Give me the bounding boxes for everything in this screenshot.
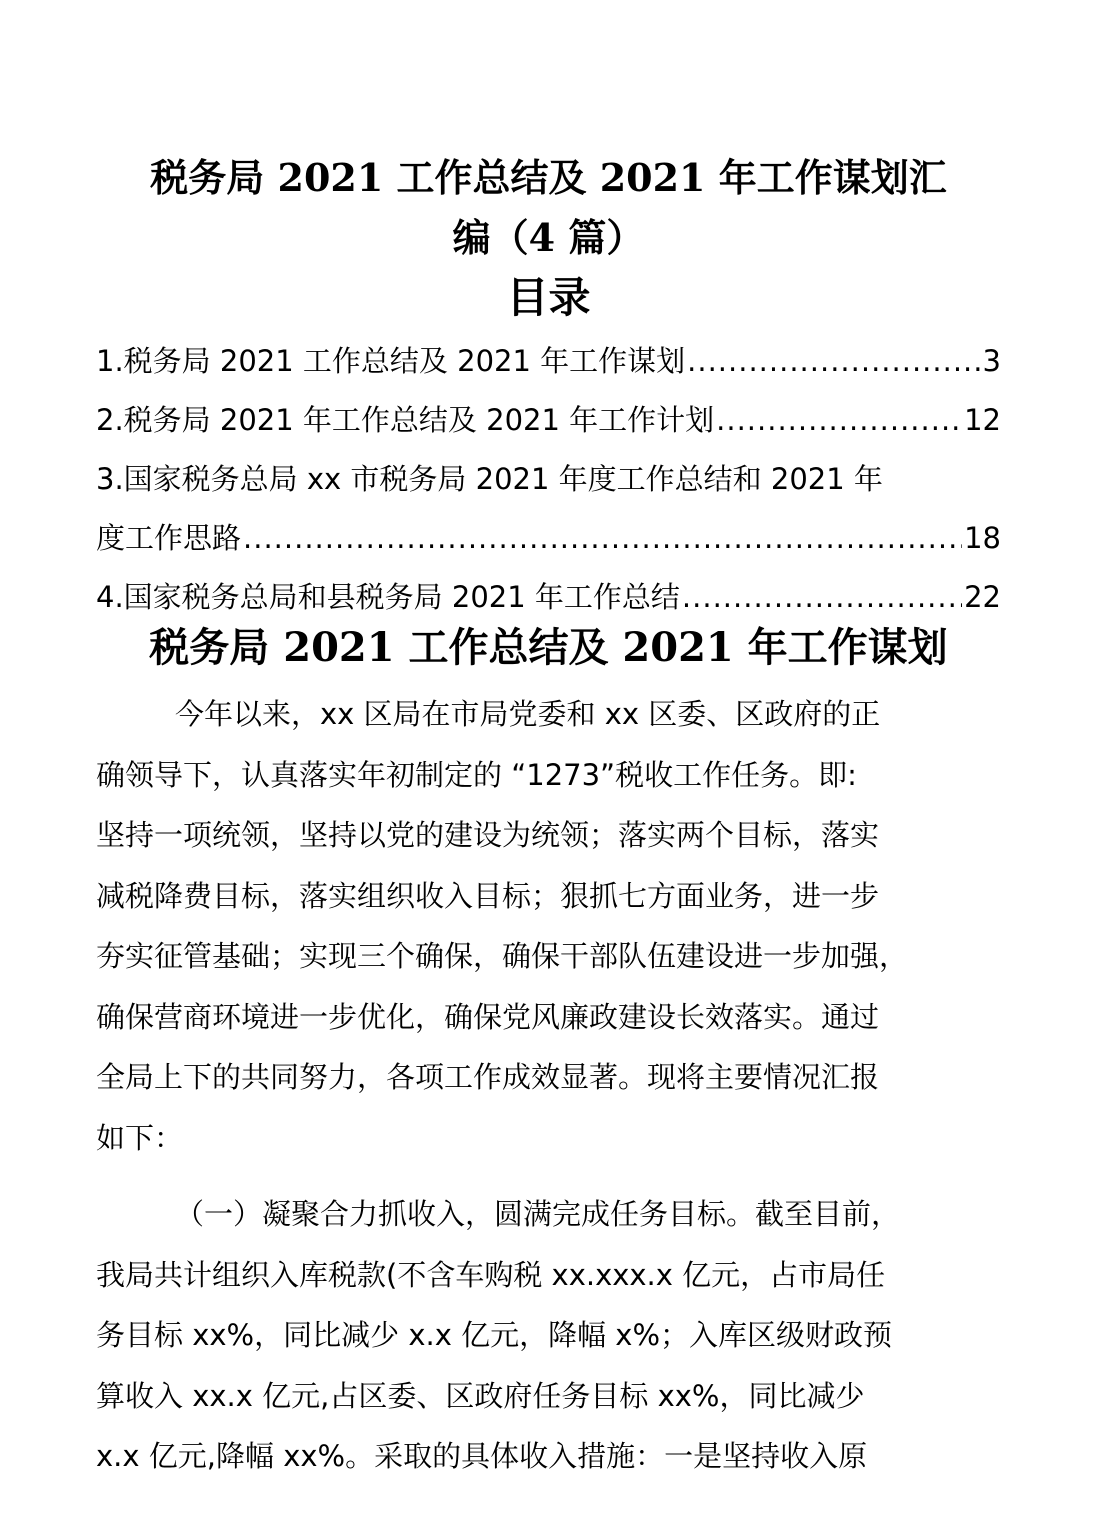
section-title-part: 工作总结及 bbox=[394, 625, 623, 671]
toc-page-number: 12 bbox=[964, 403, 1001, 437]
toc-entry-text: 度工作思路 bbox=[96, 521, 242, 555]
toc-entry-3-continued[interactable] bbox=[96, 509, 1001, 568]
title-part: 税务局 bbox=[150, 156, 278, 200]
paragraph-line: 夯实征管基础；实现三个确保，确保干部队伍建设进一步加强， bbox=[96, 939, 909, 973]
toc-entry-2[interactable] bbox=[96, 391, 1001, 450]
title-part: 篇） bbox=[555, 216, 645, 260]
paragraph-line: 减税降费目标，落实组织收入目标；狠抓七方面业务，进一步 bbox=[96, 878, 880, 913]
section-title bbox=[96, 618, 1001, 678]
paragraph-line: 我局共计组织入库税款(不含车购税 xx.xxx.x 亿元，占市局任 bbox=[96, 1257, 886, 1292]
title-year: 2021 bbox=[599, 155, 706, 200]
toc-heading: 目录 bbox=[506, 273, 591, 322]
section-title-year: 2021 bbox=[283, 624, 395, 671]
paragraph-line: 如下： bbox=[96, 1120, 184, 1155]
document-title-line-2 bbox=[96, 208, 1001, 268]
section-title-part: 税务局 bbox=[149, 625, 284, 671]
paragraph-line: 算收入 xx.x 亿元,占区委、区政府任务目标 xx%，同比减少 bbox=[96, 1378, 865, 1413]
title-count: 4 bbox=[528, 215, 556, 260]
paragraph-line: 坚持一项统领，坚持以党的建设为统领；落实两个目标，落实 bbox=[96, 818, 880, 852]
paragraph-line: 全局上下的共同努力，各项工作成效显著。现将主要情况汇报 bbox=[96, 1060, 880, 1094]
title-part: 年工作谋划汇 bbox=[705, 156, 947, 200]
section-title-year: 2021 bbox=[622, 624, 734, 671]
toc-leader-dots bbox=[716, 391, 962, 450]
toc-entry-text: 1.税务局 2021 工作总结及 2021 年工作谋划 bbox=[96, 344, 686, 378]
toc-entry-1[interactable] bbox=[96, 332, 1001, 391]
body-paragraph-2 bbox=[96, 1184, 1006, 1487]
toc-page-number: 18 bbox=[964, 521, 1001, 555]
toc-page-number: 22 bbox=[964, 580, 1001, 614]
document-title-line-1 bbox=[96, 148, 1001, 208]
toc-leader-dots bbox=[687, 332, 980, 391]
title-year: 2021 bbox=[277, 155, 384, 200]
paragraph-line: x.x 亿元,降幅 xx%。采取的具体收入措施：一是坚持收入原 bbox=[96, 1439, 868, 1473]
toc-entry-text: 3.国家税务总局 xx 市税务局 2021 年度工作总结和 2021 年 bbox=[96, 462, 883, 496]
toc-entry-text: 4.国家税务总局和县税务局 2021 年工作总结 bbox=[96, 580, 680, 614]
title-part: 编（ bbox=[452, 216, 529, 260]
body-paragraph-1 bbox=[96, 684, 1006, 1168]
paragraph-line: 确领导下，认真落实年初制定的 “1273”税收工作任务。即: bbox=[96, 757, 857, 792]
section-title-part: 年工作谋划 bbox=[733, 625, 948, 671]
paragraph-line: 确保营商环境进一步优化，确保党风廉政建设长效落实。通过 bbox=[96, 999, 880, 1034]
toc-leader-dots bbox=[243, 509, 962, 568]
title-part: 工作总结及 bbox=[383, 156, 600, 200]
paragraph-line: （一）凝聚合力抓收入，圆满完成任务目标。截至目前， bbox=[175, 1197, 901, 1231]
toc-entry-text: 2.税务局 2021 年工作总结及 2021 年工作计划 bbox=[96, 403, 715, 437]
toc-entry-3[interactable] bbox=[96, 450, 1001, 509]
paragraph-line: 务目标 xx%，同比减少 x.x 亿元，降幅 x%；入库区级财政预 bbox=[96, 1318, 893, 1352]
table-of-contents bbox=[96, 332, 1001, 627]
toc-page-number: 3 bbox=[982, 344, 1001, 378]
paragraph-line: 今年以来，xx 区局在市局党委和 xx 区委、区政府的正 bbox=[175, 697, 881, 731]
